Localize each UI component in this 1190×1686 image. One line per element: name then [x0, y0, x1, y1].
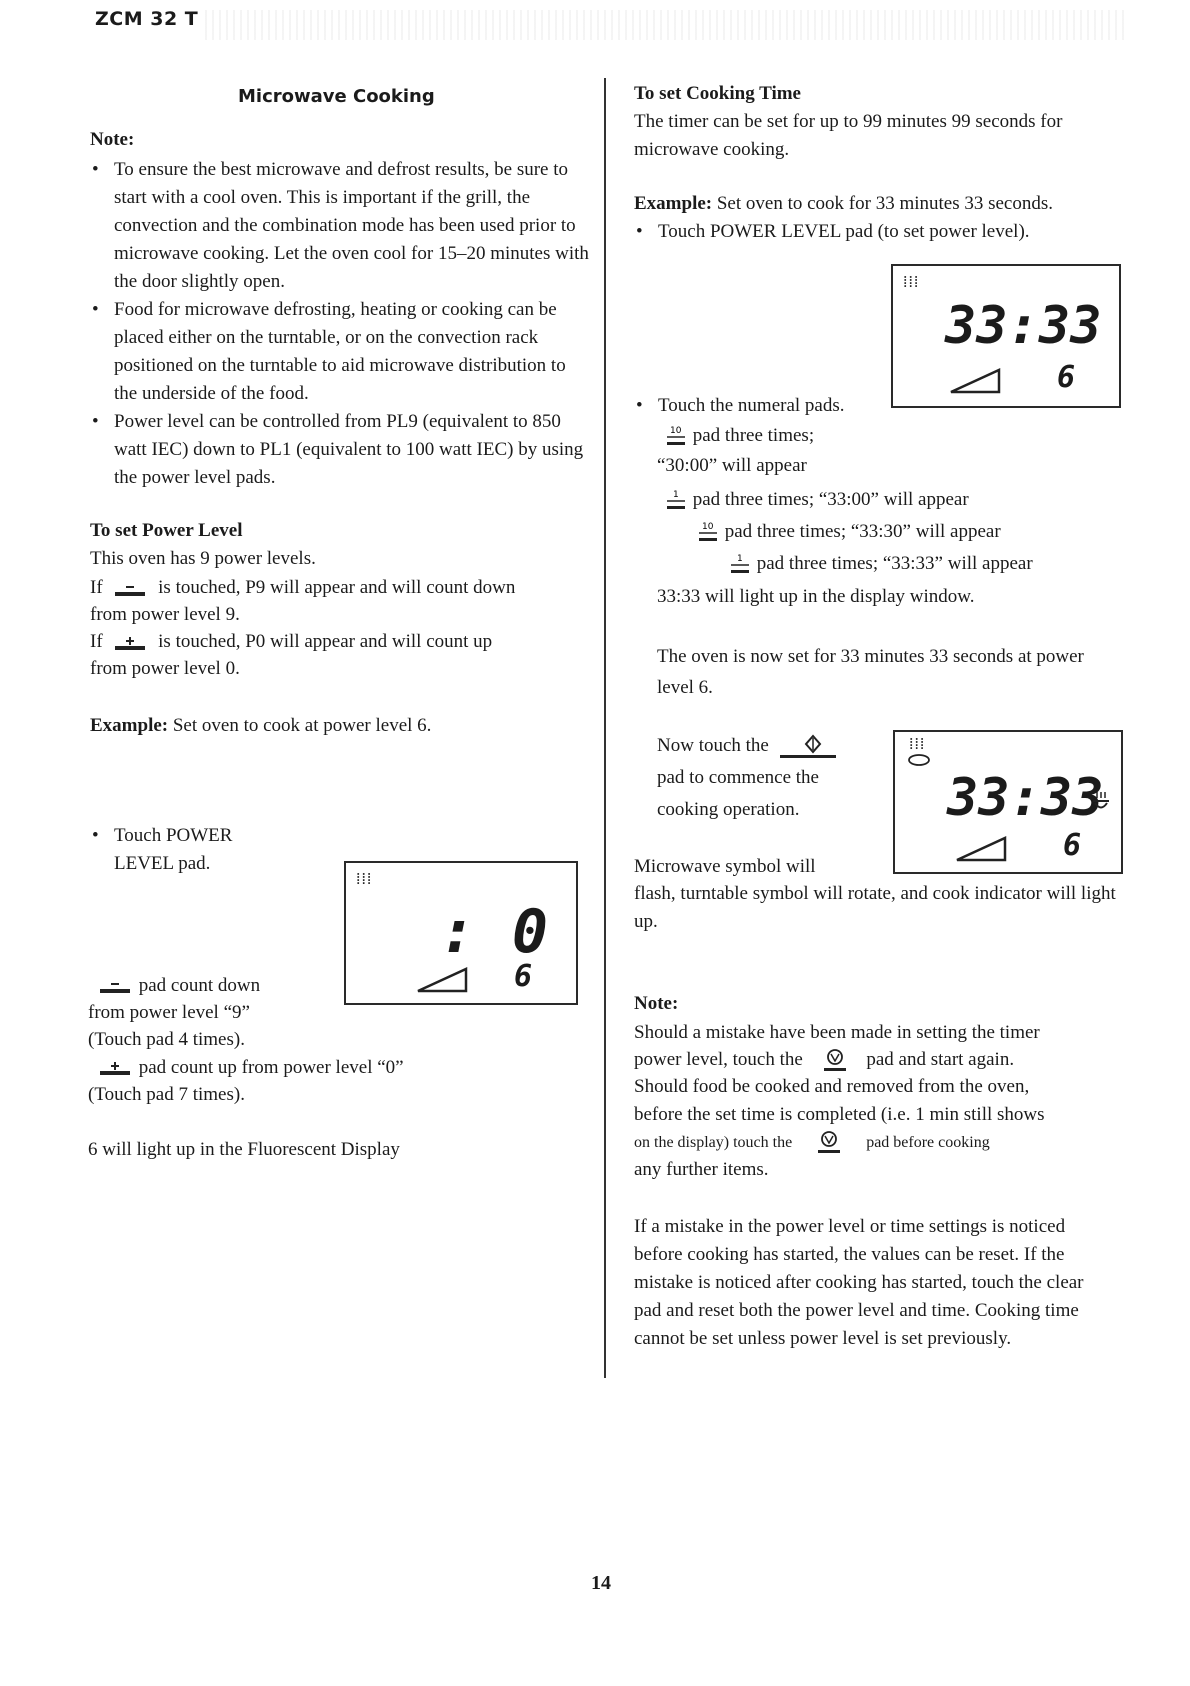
step-one-sec	[728, 550, 1033, 578]
one-minute-pad-icon	[664, 488, 688, 514]
fluorescent-note: 6 will light up in the Fluorescent Display	[88, 1139, 400, 1160]
power-level-triangle-icon	[953, 834, 1013, 864]
if-up-pre: If	[90, 631, 103, 652]
step-ten-min-text: pad three times;	[692, 425, 815, 446]
power-level-triangle-icon	[947, 366, 1007, 396]
lcd-power-level: 6	[1057, 360, 1076, 395]
right-note-line4: before the set time is completed (i.e. 1 min still shows	[634, 1104, 1045, 1125]
note-heading: Note:	[90, 129, 135, 150]
right-note-line2-pre: power level, touch the	[634, 1049, 803, 1070]
right-example	[634, 190, 1053, 218]
countdown-line	[96, 972, 260, 1000]
one-minute-pad-label: 1	[673, 489, 679, 500]
countup-line2: (Touch pad 7 times).	[88, 1084, 245, 1105]
note-bullet-1: • To ensure the best microwave and defrost results, be sure to start with a cool oven. This is important if the grill, the convection and the combination mode has been used prior to microwave cooking. Let the oven cool for 15–20 minutes with the door slightly open.	[90, 156, 590, 296]
power-pad-bullet: • Touch POWER LEVEL pad (to set power level).	[634, 218, 1114, 246]
touch-power-line1: Touch POWER	[114, 825, 233, 846]
step-ten-sec-text: pad three times; “33:30” will appear	[724, 521, 1001, 542]
now-touch-text: Now touch the	[657, 735, 769, 756]
microwave-symbol-icon: ⁞⁞⁞	[356, 869, 373, 888]
turntable-icon	[907, 752, 931, 768]
ten-minute-pad-icon	[664, 424, 688, 450]
right-note-line5-post: pad before cooking	[866, 1134, 990, 1151]
lcd-time-readout: 33:33	[945, 296, 1102, 356]
microwave-symbol-icon: ⁞⁞⁞	[909, 734, 926, 753]
touch-power-list	[90, 822, 320, 878]
if-up-line	[90, 628, 492, 656]
power-intro: This oven has 9 power levels.	[90, 548, 316, 569]
clear-pad-icon	[808, 1048, 862, 1074]
commence-line2: cooking operation.	[657, 799, 800, 820]
note-bullet-3: • Power level can be controlled from PL9 (equivalent to 850 watt IEC) down to PL1 (equivalent to 100 watt IEC) by using the power level pads.	[90, 408, 590, 492]
flash-note: flash, turntable symbol will rotate, and cook indicator will light up.	[634, 883, 1116, 932]
cook-indicator-icon	[1091, 790, 1111, 814]
lcd-power-level: 6	[514, 959, 533, 994]
left-example	[90, 712, 431, 740]
lcd-time-readout: : 0	[439, 897, 548, 967]
step-one-sec-text: pad three times; “33:33” will appear	[756, 553, 1033, 574]
oven-set-note: The oven is now set for 33 minutes 33 seconds at power level 6.	[657, 646, 1084, 698]
step-one-min	[664, 486, 969, 514]
right-note-line6: any further items.	[634, 1159, 769, 1180]
lcd-display-cooking	[893, 730, 1123, 874]
header-scan-noise	[205, 10, 1125, 40]
if-down-pre: If	[90, 577, 103, 598]
one-second-pad-icon	[728, 552, 752, 578]
now-touch-line	[657, 732, 840, 760]
lcd-time-readout: 33:33	[947, 768, 1104, 828]
right-note-line2	[634, 1046, 1014, 1074]
countdown-line2: from power level “9”	[88, 1002, 250, 1023]
one-second-pad-label: 1	[737, 553, 743, 564]
left-example-label: Example:	[90, 715, 169, 736]
right-example-text: Set oven to cook for 33 minutes 33 seconds.	[716, 193, 1054, 214]
touch-power-bullet	[90, 822, 320, 878]
power-up-pad-icon	[107, 633, 153, 653]
if-down-post: is touched, P9 will appear and will count down	[158, 577, 516, 598]
cooking-time-heading: To set Cooking Time	[634, 83, 801, 104]
note-bullet-2: • Food for microwave defrosting, heating or cooking can be placed either on the turntable, or on the convection rack positioned on the turntable to aid microwave distribution to the underside of the food.	[90, 296, 590, 408]
lcd-power-level: 6	[1063, 828, 1082, 863]
ten-second-pad-label: 10	[702, 521, 714, 532]
right-example-label: Example:	[634, 193, 713, 214]
right-note-line5	[634, 1129, 990, 1157]
step-one-min-text: pad three times; “33:00” will appear	[692, 489, 969, 510]
countup-text: pad count up from power level “0”	[138, 1057, 404, 1078]
ten-second-pad-icon	[696, 520, 720, 546]
numeral-pad-bullet: • Touch the numeral pads.	[634, 392, 894, 420]
if-up-post: is touched, P0 will appear and will count up	[158, 631, 493, 652]
right-note-line5-pre: on the display) touch the	[634, 1134, 793, 1151]
numeral-pad-list	[634, 392, 894, 420]
if-down-line2: from power level 9.	[90, 604, 240, 625]
step-ten-sec	[696, 518, 1001, 546]
light-up-note: 33:33 will light up in the display window.	[657, 586, 975, 607]
lcd-display-time	[891, 264, 1121, 408]
countdown-text: pad count down	[138, 975, 261, 996]
power-down-pad-icon	[107, 579, 153, 599]
section-title: Microwave Cooking	[238, 86, 435, 107]
right-note-line2-post: pad and start again.	[866, 1049, 1015, 1070]
countup-line	[96, 1054, 404, 1082]
touch-power-line2: LEVEL pad.	[114, 853, 211, 874]
power-down-pad-icon	[96, 978, 134, 996]
step-ten-min	[664, 422, 814, 450]
power-up-pad-icon	[96, 1060, 134, 1078]
start-pad-icon	[774, 734, 840, 760]
if-up-line2: from power level 0.	[90, 658, 240, 679]
if-down-line	[90, 574, 515, 602]
lcd-display-power-level	[344, 861, 578, 1005]
commence-line1: pad to commence the	[657, 767, 819, 788]
power-level-triangle-icon	[414, 965, 474, 995]
countdown-line3: (Touch pad 4 times).	[88, 1029, 245, 1050]
cooking-time-intro: The timer can be set for up to 99 minutes 99 seconds for microwave cooking.	[634, 111, 1063, 160]
page-number: 14	[591, 1572, 611, 1594]
reset-paragraph: If a mistake in the power level or time settings is noticed before cooking has started, the values can be reset. If the mistake is noticed after cooking has started, touch the clear pad and reset both the power level and time. Cooking time cannot be set unless power level is set previously.	[634, 1216, 1084, 1349]
microwave-symbol-icon: ⁞⁞⁞	[903, 272, 920, 291]
mw-symbol-line: Microwave symbol will	[634, 856, 816, 877]
step-ten-min-result: “30:00” will appear	[657, 455, 807, 476]
power-heading: To set Power Level	[90, 520, 243, 541]
right-note-line1: Should a mistake have been made in setting the timer	[634, 1022, 1040, 1043]
right-note-line3: Should food be cooked and removed from the oven,	[634, 1076, 1030, 1097]
power-pad-list	[634, 218, 1114, 246]
model-header: ZCM 32 T	[95, 8, 199, 30]
column-divider	[604, 78, 606, 1378]
clear-pad-icon	[796, 1130, 862, 1156]
right-note-heading: Note:	[634, 993, 679, 1014]
left-example-text: Set oven to cook at power level 6.	[172, 715, 432, 736]
ten-minute-pad-label: 10	[670, 425, 682, 436]
note-list	[90, 156, 590, 492]
